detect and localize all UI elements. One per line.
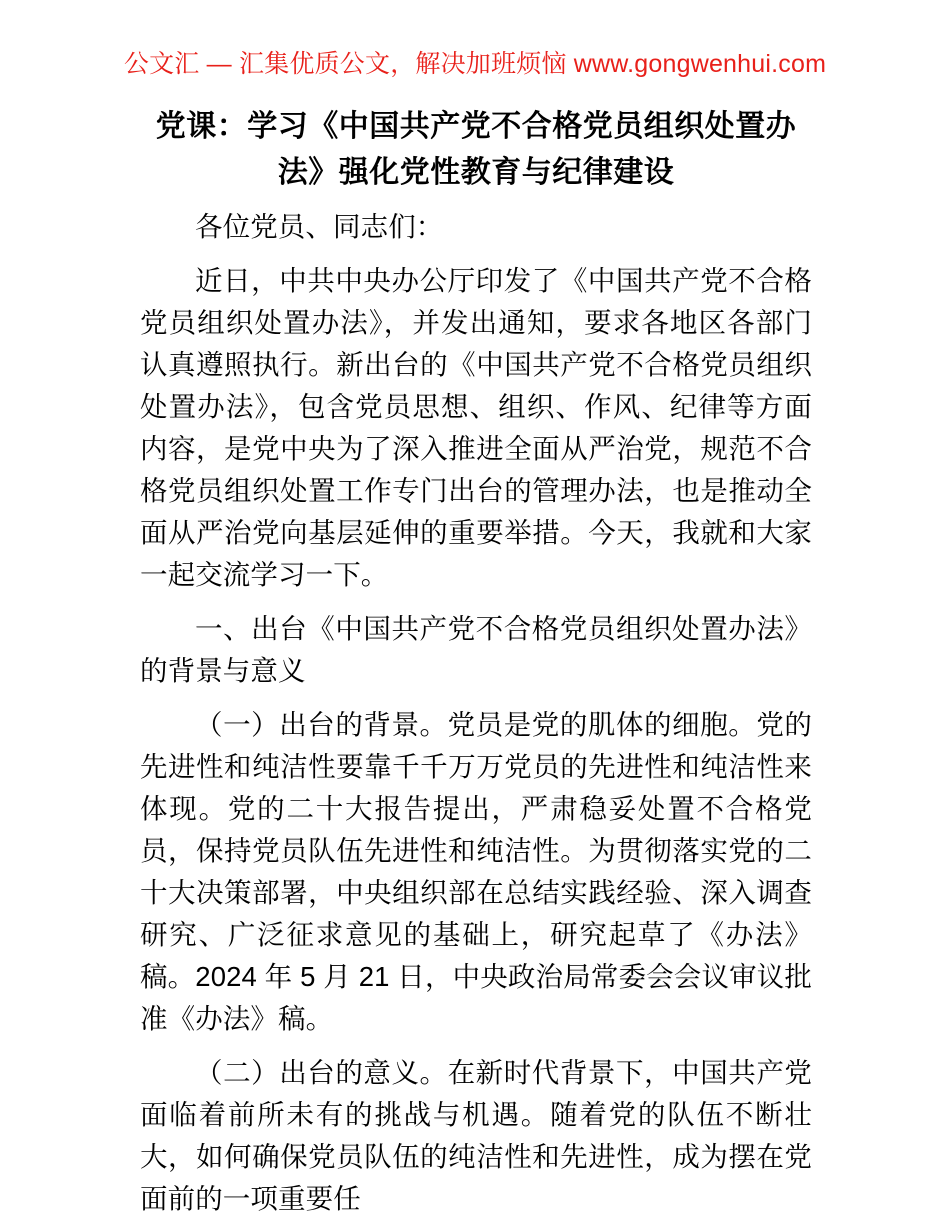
- page-title: 党课：学习《中国共产党不合格党员组织处置办法》强化党性教育与纪律建设: [155, 110, 797, 189]
- paragraph-section-1-2: （二）出台的意义。在新时代背景下，中国共产党面临着前所未有的挑战与机遇。随着党的队伍不断壮大，如何确保党员队伍的纯洁性和先进性，成为摆在党面前的一项重要任: [140, 1057, 812, 1214]
- section-heading-one: 一、出台《中国共产党不合格党员组织处置办法》的背景与意义: [140, 613, 812, 686]
- paragraph-intro: 近日，中共中央办公厅印发了《中国共产党不合格党员组织处置办法》，并发出通知，要求各地区各部门认真遵照执行。新出台的《中国共产党不合格党员组织处置办法》，包含党员思想、组织、作风、纪律等方面内容，是党中央为了深入推进全面从严治党，规范不合格党员组织处置工作专门出台的管理办法，也是推动全面从严治党向基层延伸的重要举措。今天，我就和大家一起交流学习一下。: [140, 265, 812, 590]
- document-body: [140, 104, 812, 1220]
- paragraph-salutation: 各位党员、同志们：: [195, 211, 444, 242]
- paragraph-section-1-1: （一）出台的背景。党员是党的肌体的细胞。党的先进性和纯洁性要靠千千万万党员的先进性和纯洁性来体现。党的二十大报告提出，严肃稳妥处置不合格党员，保持党员队伍先进性和纯洁性。为贯彻落实党的二十大决策部署，中央组织部在总结实践经验、深入调查研究、广泛征求意见的基础上，研究起草了《办法》稿。2024 年 5 月 21 日，中央政治局常委会会议审议批准《办法》稿。: [140, 709, 812, 1034]
- site-watermark: 公文汇 — 汇集优质公文，解决加班烦恼 www.gongwenhui.com: [123, 50, 827, 78]
